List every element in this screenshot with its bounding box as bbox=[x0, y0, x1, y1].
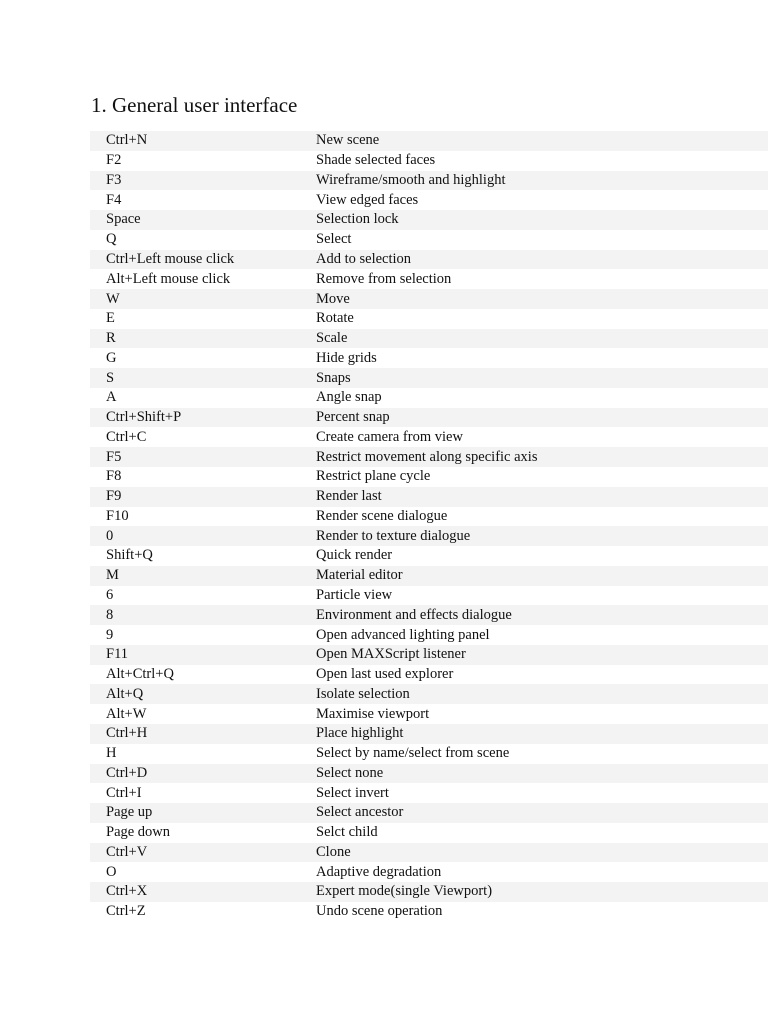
table-row bbox=[90, 289, 768, 309]
table-row bbox=[90, 882, 768, 902]
shortcut-action: Quick render bbox=[316, 547, 393, 564]
shortcut-key: O bbox=[106, 863, 117, 880]
shortcut-key: F11 bbox=[106, 646, 129, 663]
table-row bbox=[90, 408, 768, 428]
shortcut-action: Create camera from view bbox=[316, 428, 463, 445]
shortcut-action: Selct child bbox=[316, 824, 378, 841]
shortcut-action: Hide grids bbox=[316, 349, 377, 366]
shortcut-key: Ctrl+N bbox=[106, 132, 148, 149]
table-row bbox=[90, 803, 768, 823]
shortcut-action: Clone bbox=[316, 843, 351, 860]
shortcut-action: Open last used explorer bbox=[316, 666, 454, 683]
shortcut-key: Space bbox=[106, 211, 141, 228]
shortcut-key: Ctrl+C bbox=[106, 428, 147, 445]
table-row bbox=[90, 783, 768, 803]
shortcut-key: Ctrl+Z bbox=[106, 903, 146, 920]
shortcut-key: 9 bbox=[106, 626, 114, 643]
shortcut-action: View edged faces bbox=[316, 191, 419, 208]
shortcut-key: Alt+Q bbox=[106, 685, 144, 702]
table-row bbox=[90, 131, 768, 151]
shortcut-action: Percent snap bbox=[316, 409, 390, 426]
shortcut-key: F8 bbox=[106, 468, 122, 485]
shortcut-key: G bbox=[106, 349, 117, 366]
shortcut-action: Render last bbox=[316, 488, 382, 505]
shortcut-action: Select bbox=[316, 231, 352, 248]
shortcut-key: Ctrl+I bbox=[106, 784, 142, 801]
table-row bbox=[90, 190, 768, 210]
table-row bbox=[90, 309, 768, 329]
table-row bbox=[90, 230, 768, 250]
shortcut-key: E bbox=[106, 310, 115, 327]
shortcut-action: Select invert bbox=[316, 784, 389, 801]
table-row bbox=[90, 566, 768, 586]
shortcut-key: F9 bbox=[106, 488, 122, 505]
shortcut-action: Select ancestor bbox=[316, 804, 404, 821]
table-row bbox=[90, 704, 768, 724]
shortcut-key: Shift+Q bbox=[106, 547, 153, 564]
shortcut-key: Ctrl+Shift+P bbox=[106, 409, 182, 426]
shortcut-key: R bbox=[106, 330, 116, 347]
shortcut-action: Open advanced lighting panel bbox=[316, 626, 490, 643]
shortcut-action: Isolate selection bbox=[316, 685, 410, 702]
shortcut-action: Rotate bbox=[316, 310, 354, 327]
shortcut-key: Ctrl+V bbox=[106, 843, 148, 860]
shortcut-key: Ctrl+D bbox=[106, 764, 148, 781]
table-row bbox=[90, 665, 768, 685]
shortcut-key: Ctrl+Left mouse click bbox=[106, 250, 235, 267]
shortcut-key: 0 bbox=[106, 527, 114, 544]
shortcut-action: Environment and effects dialogue bbox=[316, 606, 512, 623]
table-row bbox=[90, 507, 768, 527]
table-row bbox=[90, 546, 768, 566]
shortcut-action: Expert mode(single Viewport) bbox=[316, 883, 493, 900]
table-row bbox=[90, 823, 768, 843]
shortcut-key: Page up bbox=[106, 804, 153, 821]
shortcut-key: F5 bbox=[106, 448, 122, 465]
table-row bbox=[90, 744, 768, 764]
table-row bbox=[90, 250, 768, 270]
table-row bbox=[90, 388, 768, 408]
shortcut-action: Place highlight bbox=[316, 725, 404, 742]
shortcut-action: Remove from selection bbox=[316, 270, 452, 287]
shortcut-key: 6 bbox=[106, 586, 114, 603]
shortcut-action: Render scene dialogue bbox=[316, 507, 448, 524]
shortcut-key: Alt+Left mouse click bbox=[106, 270, 231, 287]
shortcut-action: Select by name/select from scene bbox=[316, 745, 510, 762]
shortcut-action: Scale bbox=[316, 330, 348, 347]
table-row bbox=[90, 368, 768, 388]
table-row bbox=[90, 684, 768, 704]
shortcut-action: Add to selection bbox=[316, 250, 412, 267]
table-row bbox=[90, 526, 768, 546]
table-row bbox=[90, 843, 768, 863]
shortcut-key: Ctrl+H bbox=[106, 725, 148, 742]
shortcut-key: Ctrl+X bbox=[106, 883, 148, 900]
table-row bbox=[90, 171, 768, 191]
section-title: 1. General user interface bbox=[91, 93, 298, 117]
shortcut-action: Particle view bbox=[316, 586, 393, 603]
table-row bbox=[90, 645, 768, 665]
shortcut-action: New scene bbox=[316, 132, 380, 149]
table-row bbox=[90, 862, 768, 882]
shortcut-action: Shade selected faces bbox=[316, 152, 436, 169]
table-row bbox=[90, 151, 768, 171]
table-row bbox=[90, 724, 768, 744]
table-row bbox=[90, 427, 768, 447]
shortcut-action: Angle snap bbox=[316, 389, 382, 406]
shortcut-key: H bbox=[106, 745, 117, 762]
shortcut-action: Open MAXScript listener bbox=[316, 646, 466, 663]
table-row bbox=[90, 329, 768, 349]
shortcut-key: F4 bbox=[106, 191, 122, 208]
table-row bbox=[90, 764, 768, 784]
shortcut-action: Restrict plane cycle bbox=[316, 468, 431, 485]
table-row bbox=[90, 467, 768, 487]
table-row bbox=[90, 586, 768, 606]
shortcut-action: Adaptive degradation bbox=[316, 863, 442, 880]
shortcut-action: Wireframe/smooth and highlight bbox=[316, 171, 506, 188]
shortcut-key: Alt+Ctrl+Q bbox=[106, 666, 174, 683]
table-row bbox=[90, 625, 768, 645]
shortcut-table bbox=[90, 131, 768, 922]
shortcut-action: Maximise viewport bbox=[316, 705, 430, 722]
table-row bbox=[90, 447, 768, 467]
shortcut-key: F2 bbox=[106, 152, 122, 169]
shortcut-action: Undo scene operation bbox=[316, 903, 443, 920]
table-row bbox=[90, 210, 768, 230]
table-row bbox=[90, 605, 768, 625]
shortcut-key: Page down bbox=[106, 824, 171, 841]
table-row bbox=[90, 348, 768, 368]
shortcut-key: A bbox=[106, 389, 117, 406]
table-row bbox=[90, 487, 768, 507]
shortcut-key: Q bbox=[106, 231, 117, 248]
shortcut-key: S bbox=[106, 369, 115, 386]
shortcut-key: Alt+W bbox=[106, 705, 147, 722]
shortcut-key: M bbox=[106, 567, 119, 584]
shortcut-action: Restrict movement along specific axis bbox=[316, 448, 538, 465]
shortcut-action: Snaps bbox=[316, 369, 351, 386]
shortcut-key: F10 bbox=[106, 507, 129, 524]
shortcut-action: Selection lock bbox=[316, 211, 399, 228]
table-row bbox=[90, 269, 768, 289]
shortcut-key: W bbox=[106, 290, 120, 307]
shortcut-action: Material editor bbox=[316, 567, 403, 584]
shortcut-key: 8 bbox=[106, 606, 114, 623]
table-row bbox=[90, 902, 768, 922]
shortcut-key: F3 bbox=[106, 171, 122, 188]
shortcut-action: Render to texture dialogue bbox=[316, 527, 471, 544]
shortcut-action: Move bbox=[316, 290, 350, 307]
shortcut-action: Select none bbox=[316, 764, 384, 781]
